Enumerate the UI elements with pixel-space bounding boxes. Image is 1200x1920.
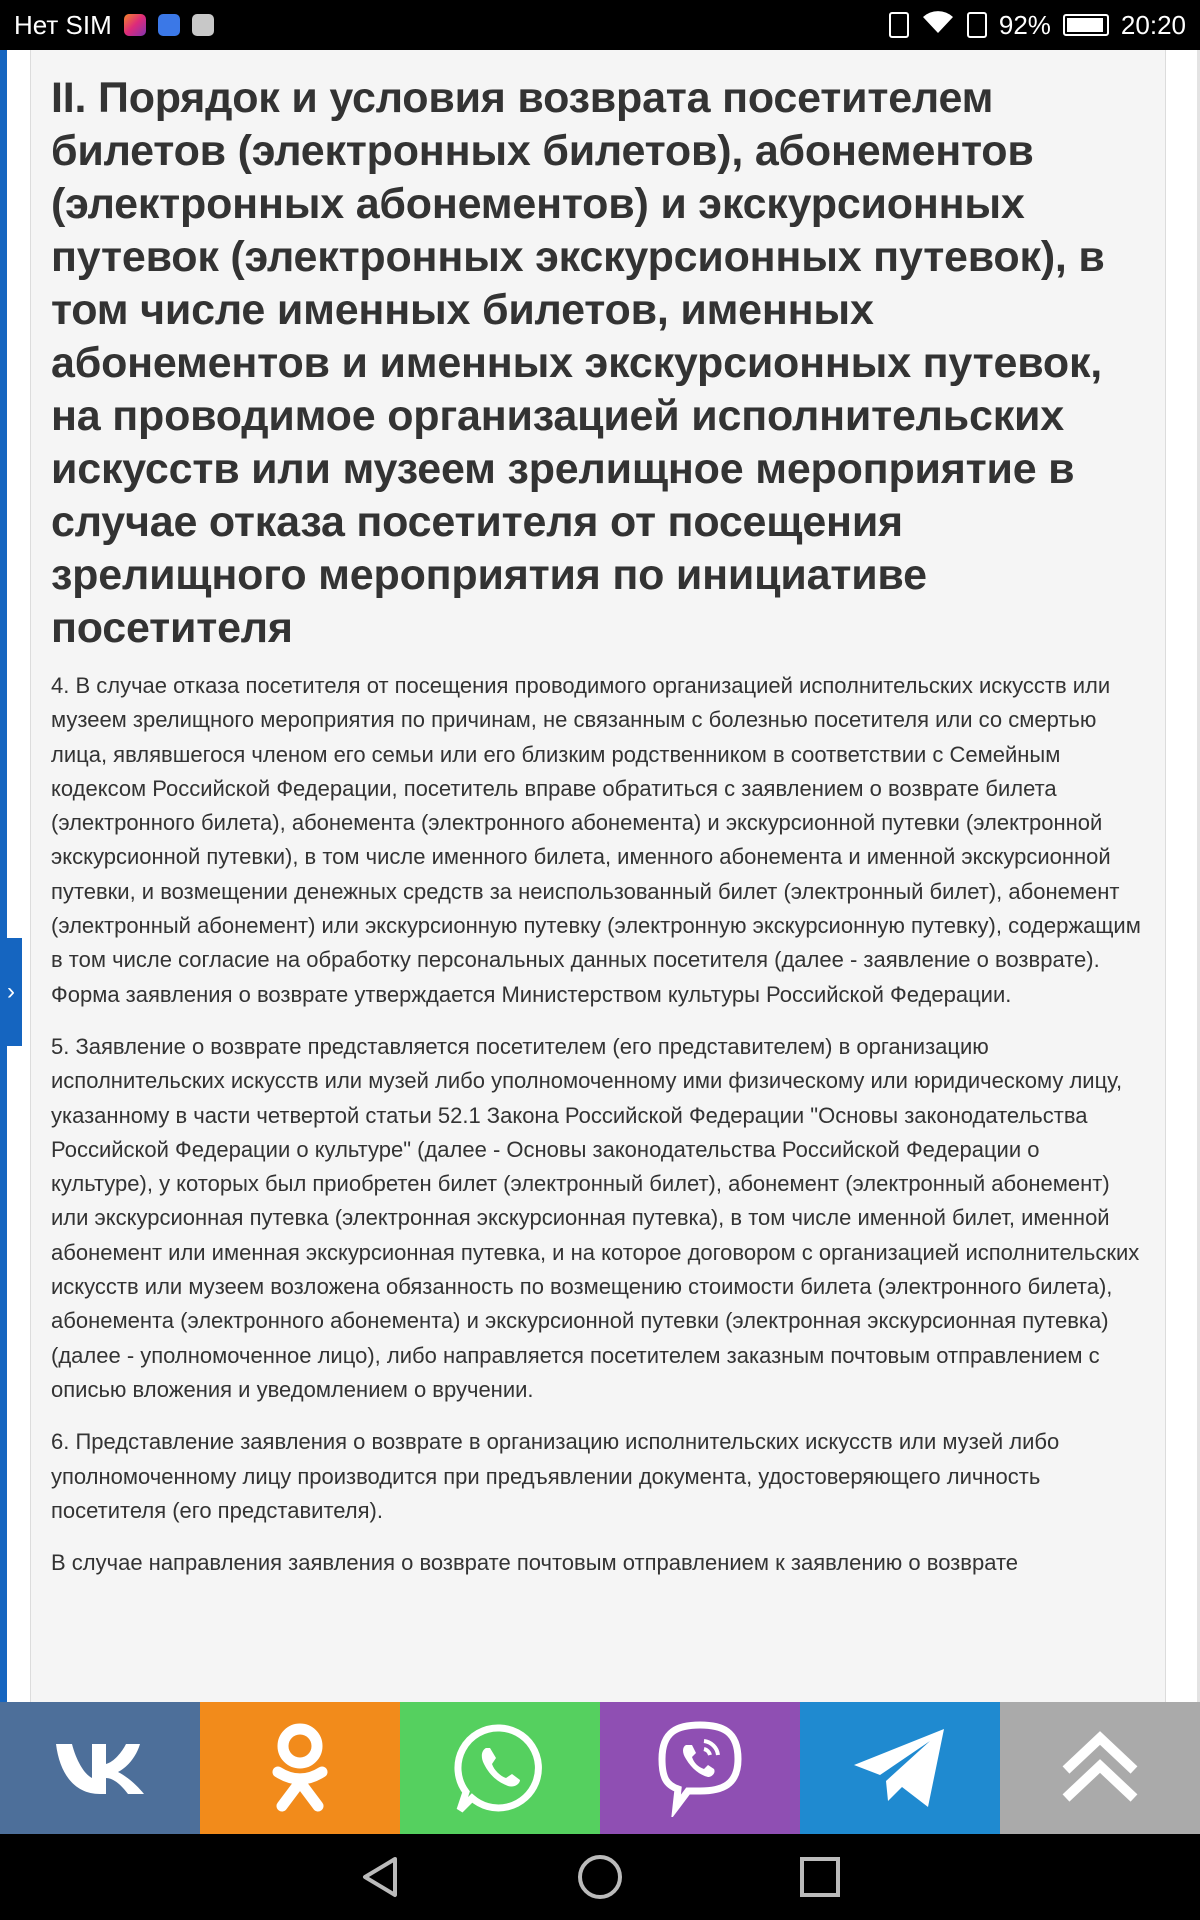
vk-icon xyxy=(54,1740,146,1796)
carrier-label: Нет SIM xyxy=(14,9,112,40)
app-icon xyxy=(192,14,214,36)
viber-icon xyxy=(648,1719,752,1817)
clock: 20:20 xyxy=(1120,9,1186,40)
odnoklassniki-icon xyxy=(270,1722,330,1814)
whatsapp-icon xyxy=(452,1720,548,1816)
vk-share-button[interactable] xyxy=(0,1702,200,1834)
telegram-share-button[interactable] xyxy=(800,1702,1000,1834)
status-right xyxy=(889,9,1186,42)
telegram-icon xyxy=(850,1725,950,1811)
whatsapp-share-button[interactable] xyxy=(400,1702,600,1834)
back-icon xyxy=(359,1855,401,1899)
odnoklassniki-share-button[interactable] xyxy=(200,1702,400,1834)
status-bar xyxy=(0,0,1200,50)
chevron-right-icon: › xyxy=(7,978,15,1005)
instagram-icon xyxy=(124,14,146,36)
status-left xyxy=(14,10,214,41)
wifi-icon xyxy=(921,9,955,42)
article-paragraph: 5. Заявление о возврате представляется посетителем (его представителем) в организацию исполнительских искусств или музей либо уполномоченному ими физическому или юридическому лицу, указанному в части четвертой статьи 52.1 Закона Российской Федерации "Основы законодательства Российской Федерации о культуре" (далее - Основы законодательства Российской Федерации о культуре), у которых был приобретен билет (электронный билет), абонемент (электронный абонемент) или экскурсионная путевка (электронная экскурсионная путевка), в том числе именной билет, именной абонемент или именная экскурсионная путевка, и на которое договором с организацией исполнительских искусств или музеем возложена обязанность по возмещению стоимости билета (электронного билета), абонемента (электронного абонемента) и экскурсионной путевки (электронная экскурсионная путевка) (далее - уполномоченное лицо), либо направляется посетителем заказным почтовым отправлением с описью вложения и уведомлением о вручении. xyxy=(51,1033,1140,1402)
article-paragraph: В случае направления заявления о возврате почтовым отправлением к заявлению о возврате xyxy=(51,1550,1019,1576)
recents-button[interactable] xyxy=(785,1842,855,1912)
translate-icon xyxy=(158,14,180,36)
side-panel-toggle[interactable] xyxy=(0,938,22,1046)
vibrate-icon xyxy=(889,12,909,38)
article-paragraph: 4. В случае отказа посетителя от посещения проводимого организацией исполнительских искусств или музеем зрелищного мероприятия по причинам, не связанным с болезнью посетителя или со смертью лица, являвшегося членом его семьи или его близким родственником в соответствии с Семейным кодексом Российской Федерации, посетитель вправе обратиться с заявлением о возврате билета (электронного билета), абонемента (электронного абонемента) и экскурсионной путевки (электронной экскурсионной путевки), в том числе именного билета, именного абонемента и именной экскурсионной путевки, и возмещении денежных средств за неиспользованный билет (электронный билет), абонемент (электронный абонемент) или экскурсионную путевку (электронную экскурсионную путевку), содержащим в том числе согласие на обработку персональных данных посетителя (далее - заявление о возврате). Форма заявления о возврате утверждается Министерством культуры Российской Федерации. xyxy=(51,673,1141,1007)
viber-share-button[interactable] xyxy=(600,1702,800,1834)
page-accent-bar xyxy=(0,50,7,1702)
article-heading: II. Порядок и условия возврата посетителем билетов (электронных билетов), абонементов (электронных абонементов) и экскурсионных путевок (электронных экскурсионных путевок), в том числе именных билетов, именных абонементов и именных экскурсионных путевок, на проводимое организацией исполнительских искусств или музеем зрелищное мероприятие в случае отказа посетителя от посещения зрелищного мероприятия по инициативе посетителя xyxy=(51,74,1105,652)
home-button[interactable] xyxy=(565,1842,635,1912)
article-container xyxy=(30,50,1166,1702)
web-page[interactable] xyxy=(0,50,1200,1702)
article-paragraph: 6. Представление заявления о возврате в организацию исполнительских искусств или музей либо уполномоченному лицу производится при предъявлении документа, удостоверяющего личность посетителя (его представителя). xyxy=(51,1429,1060,1523)
recents-icon xyxy=(799,1856,841,1898)
share-bar xyxy=(0,1702,1200,1834)
navigation-bar xyxy=(0,1834,1200,1920)
home-icon xyxy=(576,1853,624,1901)
double-chevron-up-icon xyxy=(1060,1730,1140,1806)
back-button[interactable] xyxy=(345,1842,415,1912)
battery-percent: 92% xyxy=(998,9,1051,40)
battery-icon xyxy=(1063,14,1109,36)
sim-icon xyxy=(967,12,987,38)
scroll-up-button[interactable] xyxy=(1000,1702,1200,1834)
